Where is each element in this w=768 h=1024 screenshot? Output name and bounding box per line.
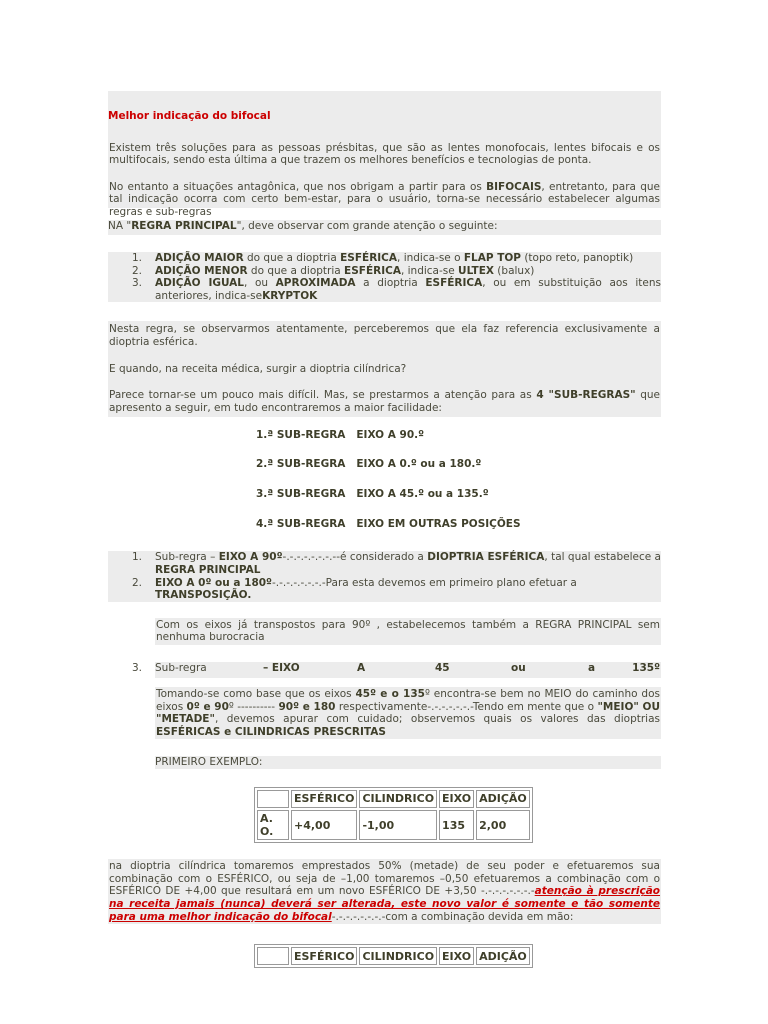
rule-intro: NA "REGRA PRINCIPAL", deve observar com grande atenção o seguinte:	[108, 220, 661, 235]
subregras-paragraph: Parece tornar-se um pouco mais difícil. Mas, se prestarmos a atenção para as 4 "SUB-REGRAS" que apresento a seguir, em tudo encontraremos a maior facilidade:	[109, 389, 660, 414]
subrule-4: 4.ª SUB-REGRA EIXO EM OUTRAS POSIÇÕES	[256, 518, 521, 531]
list-item: 2. EIXO A 0º ou a 180º-.-.-.-.-.-.-.-Para esta devemos em primeiro plano efetuar a TRANSPOSIÇÃO.	[108, 577, 661, 602]
subrule-1: 1.ª SUB-REGRA EIXO A 90.º	[256, 429, 425, 442]
second-table-wrap	[254, 944, 661, 968]
subrules-section	[108, 429, 661, 533]
table-header-row: ESFÉRICO CILINDRICO EIXO ADIÇÃO	[257, 947, 530, 965]
second-table	[254, 944, 533, 968]
sub3-paragraph: Tomando-se como base que os eixos 45º e o 135º encontra-se bem no MEIO do caminho dos eixos 0º e 90º ---------- 90º e 180 respectivamente-.-.-.-.-.-.-Tendo em mente que o "MEIO" OU "METADE", devemos apurar com cuidado; observemos quais os valores das dioptrias ESFÉRICAS e CILINDRICAS PRESCRITAS	[156, 687, 660, 738]
list-item: 1. ADIÇÃO MAIOR do que a dioptria ESFÉRICA, indica-se o FLAP TOP (topo reto, panoptik)	[108, 252, 661, 265]
list-item: 3. ADIÇÃO IGUAL, ou APROXIMADA a dioptria ESFÉRICA, ou em substituição aos itens anteriores, indica-seKRYPTOK	[108, 277, 661, 302]
example-table	[254, 787, 533, 843]
list-item: 2. ADIÇÃO MENOR do que a dioptria ESFÉRICA, indica-se ULTEX (balux)	[108, 265, 661, 278]
main-rules-list	[108, 252, 661, 302]
warning-text: atenção à prescrição na receita jamais (nunca) deverá ser alterada, este novo valor é somente e tão somente para uma melhor indicação do bifocal	[109, 885, 660, 923]
explanation-section	[108, 321, 661, 417]
page-title: Melhor indicação do bifocal	[108, 110, 271, 122]
final-paragraph: na dioptria cilíndrica tomaremos emprestados 50% (metade) de seu poder e efetuaremos sua combinação com o ESFÉRICO, ou seja de –1,00 tomaremos –0,50 efetuaremos a combinação com o ESFÉRICO DE +4,00 que resultará em um novo ESFÉRICO DE +3,50 -.-.-.-.-.-.-.-atenção à prescrição na receita jamais (nunca) deverá ser alterada, este novo valor é somente e tão somente para uma melhor indicação do bifocal-.-.-.-.-.-.-.-com a combinação devida em mão:	[109, 860, 660, 923]
sub3-header: 3. Sub-regra – EIXO A 45 ou a 135º	[155, 662, 661, 678]
example-label: PRIMEIRO EXEMPLO:	[155, 756, 661, 769]
subrule-2: 2.ª SUB-REGRA EIXO A 0.º ou a 180.º	[256, 458, 482, 471]
bifocal-paragraph: No entanto a situações antagônica, que nos obrigam a partir para os BIFOCAIS, entretanto, para que tal indicação ocorra com certo bem-estar, para o usuário, torna-se necessário estabelecer algumas regras e sub-regras	[109, 180, 661, 218]
subrules-detail-list	[108, 551, 661, 601]
subrule-3: 3.ª SUB-REGRA EIXO A 45.º ou a 135.º	[256, 488, 489, 501]
example-table-wrap	[254, 787, 661, 843]
esferica-paragraph: Nesta regra, se observarmos atentamente, perceberemos que ela faz referencia exclusivamente a dioptria esférica.	[109, 323, 660, 348]
list-item: 1. Sub-regra – EIXO A 90º-.-.-.-.-.-.-.--é considerado a DIOPTRIA ESFÉRICA, tal qual estabelece a REGRA PRINCIPAL	[108, 551, 661, 576]
question-paragraph: E quando, na receita médica, surgir a dioptria cilíndrica?	[109, 362, 407, 375]
document-body	[108, 91, 661, 968]
table-row: A. O. +4,00 -1,00 135 2,00	[257, 810, 530, 840]
intro-paragraph: Existem três soluções para as pessoas présbitas, que são as lentes monofocais, lentes bifocais e os multifocais, sendo esta última a que trazem os melhores benefícios e tecnologias de ponta.	[109, 141, 660, 167]
table-header-row: ESFÉRICO CILINDRICO EIXO ADIÇÃO	[257, 790, 530, 808]
sub2-note: Com os eixos já transpostos para 90º , estabelecemos também a REGRA PRINCIPAL sem nenhuma burocracia	[156, 618, 660, 644]
intro-section	[108, 91, 661, 218]
